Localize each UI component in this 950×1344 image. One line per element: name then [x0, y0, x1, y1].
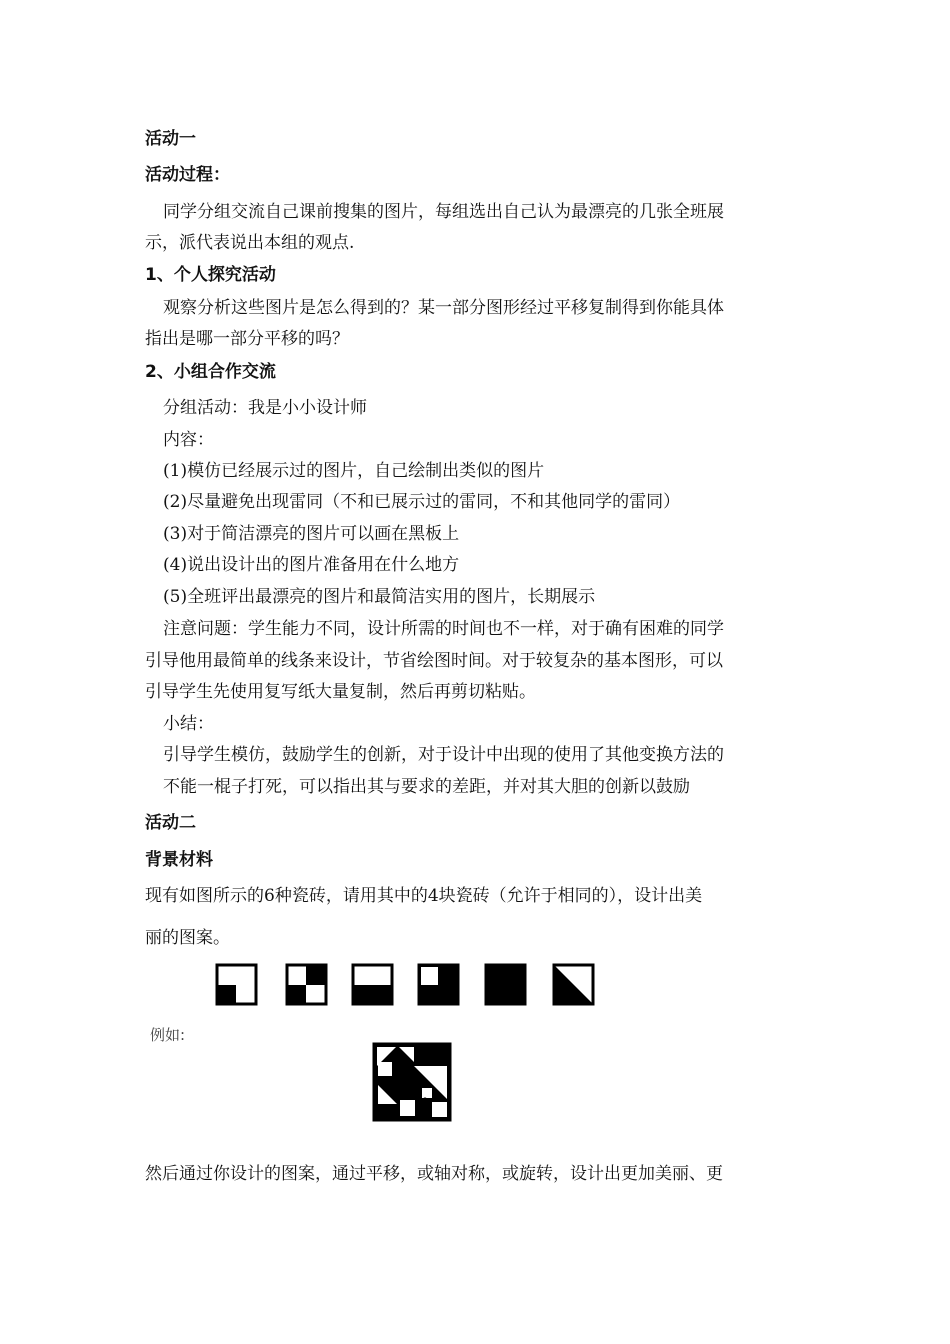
- tile-3: [353, 965, 392, 1004]
- paragraph-line: 不能一棍子打死，可以指出其与要求的差距，并对其大胆的创新以鼓励: [163, 777, 690, 797]
- background-title: 背景材料: [145, 850, 213, 870]
- summary-label: 小结：: [163, 714, 214, 734]
- step2-title: 2、小组合作交流: [145, 362, 276, 382]
- paragraph-line: 丽的图案。: [145, 928, 230, 948]
- content-label: 内容：: [163, 430, 214, 450]
- paragraph-line: 引导学生先使用复写纸大量复制，然后再剪切粘贴。: [145, 682, 536, 702]
- step1-title: 1、个人探究活动: [145, 265, 276, 285]
- paragraph-line: 引导学生模仿，鼓励学生的创新，对于设计中出现的使用了其他变换方法的: [163, 745, 724, 765]
- group-activity: 分组活动：我是小小设计师: [163, 398, 367, 418]
- paragraph-line: 观察分析这些图片是怎么得到的？某一部分图形经过平移复制得到你能具体: [163, 298, 724, 318]
- section1-title: 活动一: [145, 129, 196, 149]
- paragraph-line: 然后通过你设计的图案，通过平移，或轴对称，或旋转，设计出更加美丽、更: [145, 1164, 723, 1184]
- paragraph-line: 注意问题：学生能力不同，设计所需的时间也不一样，对于确有困难的同学: [163, 619, 724, 639]
- list-item: (1)模仿已经展示过的图片，自己绘制出类似的图片: [163, 461, 545, 481]
- section2-title: 活动二: [145, 813, 196, 833]
- tile-1: [217, 965, 256, 1004]
- tile-6: [554, 965, 593, 1004]
- tile-4: [419, 965, 458, 1004]
- paragraph-line: 示，派代表说出本组的观点.: [145, 233, 355, 253]
- paragraph-line: 指出是哪一部分平移的吗？: [145, 329, 349, 349]
- paragraph-line: 现有如图所示的6种瓷砖，请用其中的4块瓷砖（允许于相同的），设计出美: [145, 886, 703, 906]
- paragraph-line: 引导他用最简单的线条来设计，节省绘图时间。对于较复杂的基本图形，可以: [145, 651, 723, 671]
- list-item: (3)对于简洁漂亮的图片可以画在黑板上: [163, 524, 460, 544]
- tile-5: [486, 965, 525, 1004]
- tile-2: [287, 965, 326, 1004]
- list-item: (5)全班评出最漂亮的图片和最简洁实用的图片，长期展示: [163, 587, 596, 607]
- process-title: 活动过程：: [145, 165, 230, 185]
- example-pattern: [374, 1044, 450, 1120]
- paragraph-line: 同学分组交流自己课前搜集的图片，每组选出自己认为最漂亮的几张全班展: [163, 202, 724, 222]
- list-item: (2)尽量避免出现雷同（不和已展示过的雷同，不和其他同学的雷同）: [163, 492, 681, 512]
- list-item: (4)说出设计出的图片准备用在什么地方: [163, 555, 460, 575]
- example-label: 例如:: [150, 1026, 186, 1044]
